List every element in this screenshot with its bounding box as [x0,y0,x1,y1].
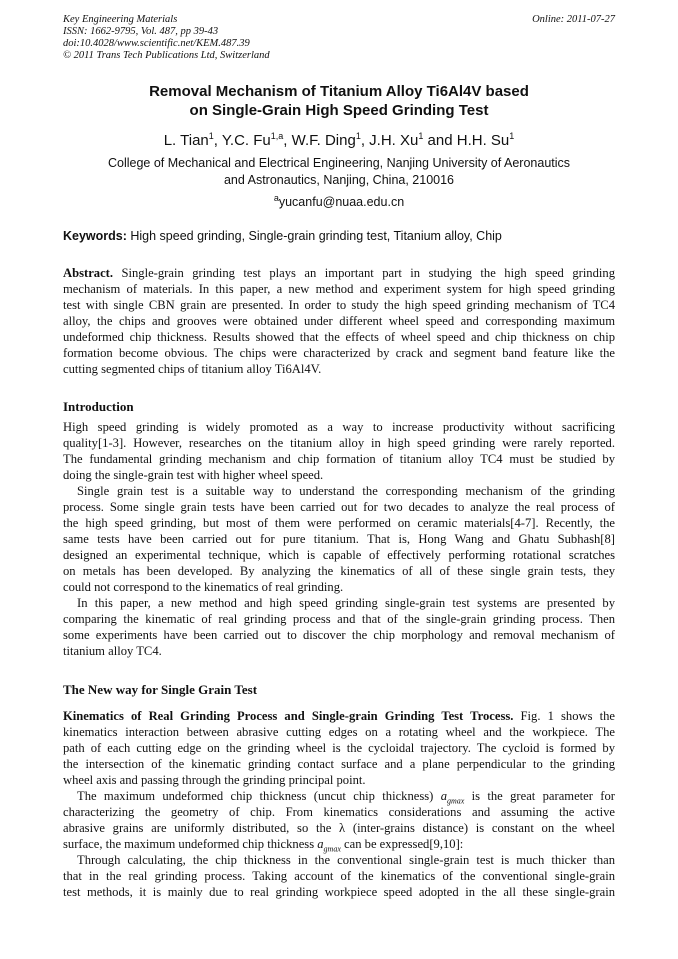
text-line [63,724,615,740]
paragraph [63,265,615,377]
text-line [63,836,615,852]
text-span: Abstract. [63,266,114,280]
author-affiliation-marker: 1 [355,131,361,141]
affiliation-line: College of Mechanical and Electrical Engineering, Nanjing University of Aeronautics [107,156,571,170]
author-affiliation-marker: 1,a [270,131,284,141]
keywords [63,229,502,243]
text-line [63,297,615,313]
text-span: Through calculating, the chip thickness in the conventional single-grain test is much thicker than [77,853,615,867]
copyright: © 2011 Trans Tech Publications Ltd, Switzerland [63,50,270,61]
keywords-label: Keywords: [63,229,127,243]
text-line [63,419,615,435]
text-span: titanium alloy TC4. [63,644,162,658]
issn: ISSN: 1662-9795, Vol. 487, pp 39-43 [63,26,219,37]
text-line [63,483,615,499]
text-span: doing the single-grain test with higher wheel speed. [63,468,324,482]
email-address: yucanfu@nuaa.edu.cn [278,195,405,210]
text-line [63,579,615,595]
paragraph [63,852,615,900]
text-span: High speed grinding is widely promoted as a way to increase productivity without sacrificing [63,420,615,434]
text-span: test methods, it is mainly due to real grinding workpiece speed adopted in the all these single-grain [63,885,615,899]
affiliation [0,155,678,189]
paragraph [63,788,615,852]
paragraph [63,419,615,483]
author-affiliation-marker: 1 [208,131,214,141]
text-line [63,852,615,868]
title-line: Removal Mechanism of Titanium Alloy Ti6Al4V based [149,83,529,100]
text-span: the high speed grinding, but most of them were performed on ceramic materials[4-7]. Recently, the [63,516,615,530]
text-span: characterizing the geometry of chip. From kinematics considerations and assuming the active [63,805,615,819]
text-line [63,708,615,724]
text-span: that in the real grinding process. Taking account of the kinematics of the conventional single-grain [63,869,615,883]
online-date: Online: 2011-07-27 [532,14,615,25]
author-affiliation-marker: 1 [509,131,515,141]
doi: doi:10.4028/www.scientific.net/KEM.487.39 [63,38,250,49]
subscript: gmax [446,796,465,806]
author-name: Y.C. Fu [221,132,271,149]
text-line [63,595,615,611]
text-line [63,499,615,515]
text-line [63,329,615,345]
text-span: designed an experimental technique, which is capable of effectively performing rotational scratches [63,548,615,562]
text-span: cutting segmented chips of titanium alloy Ti6Al4V. [63,362,322,376]
text-line [63,435,615,451]
text-line [63,868,615,884]
text-span: undeformed chip thickness. Results showed that the effects of wheel speed and chip thickness on chip [63,330,615,344]
text-line [63,804,615,820]
text-line [63,627,615,643]
email [0,193,678,209]
paragraph [63,483,615,595]
text-span: mechanism of materials. In this paper, a new method and experiment system for high speed grinding [63,282,615,296]
text-line [63,515,615,531]
journal-name: Key Engineering Materials [63,14,178,25]
text-span: quality[1-3]. However, researches on the titanium alloy in high speed grinding were rarely reported. [63,436,615,450]
text-line [63,547,615,563]
section-heading-introduction: Introduction [63,399,134,414]
text-line [63,313,615,329]
text-span: The maximum undeformed chip thickness (uncut chip thickness) [77,789,441,803]
text-block [63,265,615,377]
text-line [63,467,615,483]
text-span: Single-grain grinding test plays an important part in studying the high speed grinding [113,266,615,280]
journal-info [63,14,270,62]
text-block [63,708,615,900]
author-name: J.H. Xu [369,132,419,149]
keywords-text: High speed grinding, Single-grain grinding test, Titanium alloy, Chip [126,229,502,243]
text-line [63,611,615,627]
text-span: wheel axis and passing through the grinding principal point. [63,773,366,787]
text-line [63,756,615,772]
text-line [63,361,615,377]
section-heading-new-way: The New way for Single Grain Test [63,682,258,697]
text-span: a [317,837,324,851]
text-line [63,451,615,467]
text-line [63,884,615,900]
text-span: comparing the kinematic of real grinding process and that of the single-grain grinding process. Then [63,612,615,626]
text-line [63,820,615,836]
text-span: could not correspond to the kinematics of real grinding. [63,580,344,594]
text-span: is the great parameter for [464,789,615,803]
text-span: same tests have been carried out for pure titanium. That is, Hong Wang and Ghatu Subhash[8] [63,532,615,546]
text-span: test with single CBN grain are presented. In order to study the high speed grinding mechanism of TC4 [63,298,615,312]
text-span: some experiments have been carried out to discover the chip morphology and removal mechanism of [63,628,615,642]
text-span: Fig. 1 shows the [513,709,615,723]
text-span: Kinematics of Real Grinding Process and Single-grain Grinding Test Trocess. [63,709,514,723]
author-affiliation-marker: 1 [418,131,424,141]
authors: L. Tian$^1$, Y.C. Fu$^{1,a}$, W.F. Ding$^1$, J.H. Xu$^1$ and H.H. Su$^1$ [163,131,515,149]
text-span: kinematics interaction between abrasive cutting edges on a rotating wheel and the workpiece. The [63,725,615,739]
text-line [63,643,615,659]
text-line [63,772,615,788]
affiliation-line: and Astronautics, Nanjing, China, 210016 [223,173,455,187]
text-line [63,265,615,281]
text-line [63,788,615,804]
text-span: on metals has been developed. By analyzing the kinematics of all of these single grain tests, they [63,564,615,578]
text-span: alloy, the chips and grooves were obtained under different wheel speed and corresponding maximum [63,314,615,328]
paragraph [63,708,615,788]
subscript: gmax [323,844,341,854]
text-span: process. Some single grain tests have been carried out for two decades to analyze the real process of [63,500,615,514]
text-span: surface, the maximum undeformed chip thickness [63,837,318,851]
text-span: In this paper, a new method and high speed grinding single-grain test systems are presented by [77,596,615,610]
text-block [63,419,615,659]
text-line [63,740,615,756]
paper-title [0,82,678,120]
text-span: formation become obvious. The chips were characterized by crack and segment band feature like the [63,346,615,360]
text-line [63,281,615,297]
text-span: Single grain test is a suitable way to understand the corresponding mechanism of the grinding [77,484,615,498]
author-name: W.F. Ding [291,132,356,149]
author-name: H.H. Su [456,132,510,149]
text-span: can be expressed[9,10]: [340,837,464,851]
text-span: the intersection of the kinematic grinding contact surface and a plane perpendicular to the grinding [63,757,615,771]
text-line [63,531,615,547]
text-span: a [440,789,447,803]
text-span: The fundamental grinding mechanism and chip formation of titanium alloy TC4 must be studied by [63,452,615,466]
text-line [63,345,615,361]
paragraph [63,595,615,659]
text-span: abrasive grains are uniformly distributed, so the λ (inter-grains distance) is constant on the wheel [63,821,615,835]
text-line [63,563,615,579]
email-marker: a [273,193,279,203]
text-span: path of each cutting edge on the grinding wheel is the cycloidal trajectory. The cycloid is formed by [63,741,615,755]
title-line: on Single-Grain High Speed Grinding Test [189,102,489,119]
author-name: L. Tian [163,132,209,149]
